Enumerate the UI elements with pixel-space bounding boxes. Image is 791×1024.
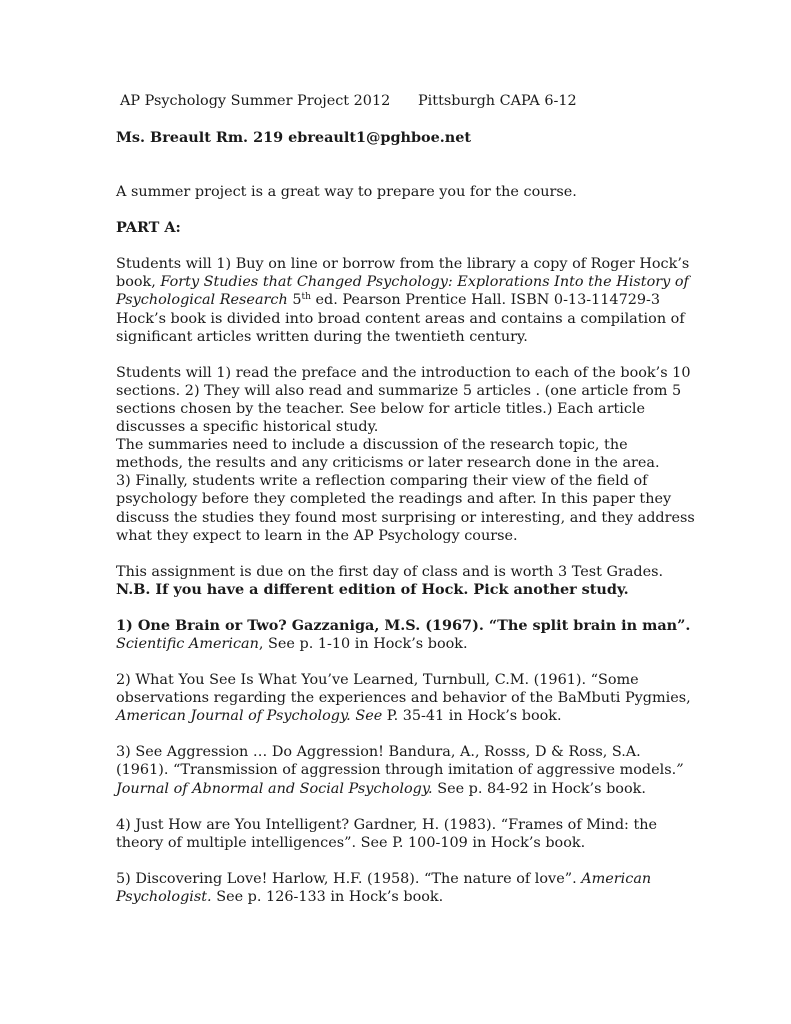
document-page [116,92,696,906]
article-1-pages: , See p. 1-10 in Hock’s book. [258,635,468,652]
article-2 [116,671,696,725]
part-a-heading: PART A: [116,219,181,237]
due-text: This assignment is due on the first day of class and is worth 3 Test Grades. [116,563,664,580]
school-name: Pittsburgh CAPA 6-12 [418,93,577,109]
article-5-text: 5) Discovering Love! Harlow, H.F. (1958). “The nature of love”. [116,870,582,887]
article-3-pages: See p. 84-92 in Hock’s book. [432,780,646,797]
article-1 [116,617,696,653]
article-5-journal: American Psychologist. [116,870,652,905]
article-2-pages: P. 35-41 in Hock’s book. [382,708,562,725]
part-a-paragraph-2: Students will 1) read the preface and the introduction to each of the book’s 10 sections. 2) They will also read and summarize 5 articles . (one article from 5 sections chosen by the teacher. See below for article titles.) Each article discusses a specific historical study. [116,364,691,436]
para1-rest: ed. Pearson Prentice Hall. ISBN 0-13-114729-3 Hock’s book is divided into broad content areas and contains a compilation of significant articles written during the twentieth century. [116,292,685,345]
article-1-title: 1) One Brain or Two? Gazzaniga, M.S. (1967). “The split brain in man”. [116,616,691,634]
course-title: AP Psychology Summer Project 2012 [120,93,391,109]
teacher-contact: Ms. Breault Rm. 219 ebreault1@pghboe.net [116,129,472,146]
edition-sup: th [301,292,311,303]
due-paragraph [116,563,696,599]
intro-text: A summer project is a great way to prepare you for the course. [116,184,577,201]
article-1-journal: Scientific American [116,635,259,652]
part-a-paragraph-3: The summaries need to include a discussion of the research topic, the methods, the results and any criticisms or later research done in the area. [116,437,660,472]
edition-num: 5 [287,292,302,309]
article-4-text: 4) Just How are You Intelligent? Gardner, H. (1983). “Frames of Mind: the theory of multiple intelligences”. See P. 100-109 in Hock’s book. [116,816,658,851]
article-3-journal: ” Journal of Abnormal and Social Psychology. [116,762,684,797]
article-3-text: 3) See Aggression … Do Aggression! Bandura, A., Rosss, D & Ross, S.A. (1961). “Transmission of aggression through imitation of aggressive models. [116,744,677,779]
book-title: Forty Studies that Changed Psychology: Explorations Into the History of Psychological Research [116,274,689,309]
article-2-journal: American Journal of Psychology. See [116,708,383,725]
nb-note: N.B. If you have a different edition of Hock. Pick another study. [116,580,629,598]
part-a-paragraph-4: 3) Finally, students write a reflection comparing their view of the field of psychology before they completed the readings and after. In this paper they discuss the studies they found most surprising or interesting, and they address what they expect to learn in the AP Psychology course. [116,473,695,544]
article-5 [116,870,696,906]
article-5-pages: See p. 126-133 in Hock’s book. [211,888,444,905]
header-line [120,92,696,110]
article-4 [116,816,696,852]
article-2-text: 2) What You See Is What You’ve Learned, Turnbull, C.M. (1961). “Some observations regarding the experiences and behavior of the BaMbuti Pygmies, [116,672,691,707]
part-a-paragraph-1 [116,255,696,345]
para1-lead: Students will 1) Buy on line or borrow from the library a copy of Roger Hock’s book, [116,256,690,291]
article-3 [116,743,696,797]
